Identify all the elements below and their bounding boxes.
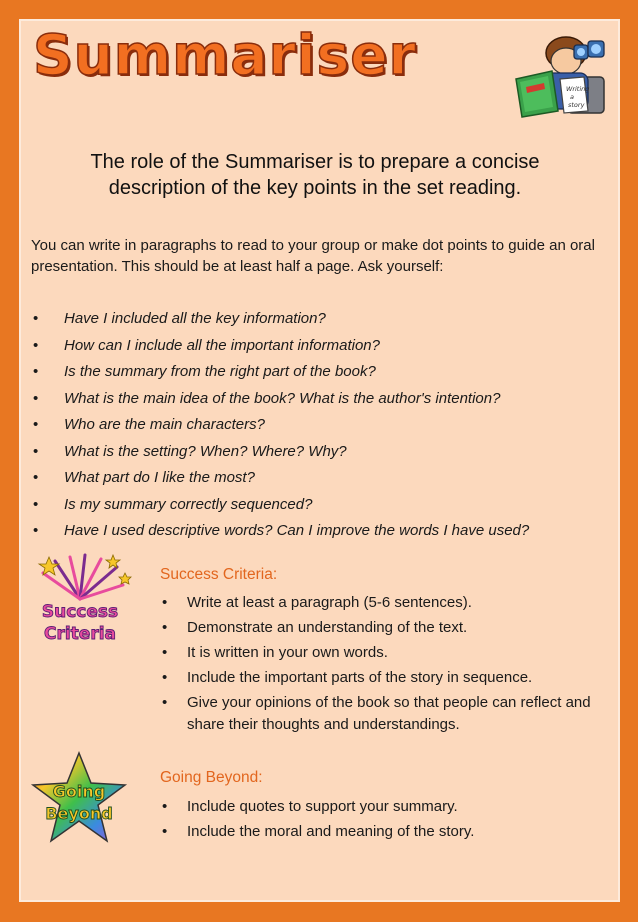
question-text: What is the setting? When? Where? Why? — [64, 442, 347, 460]
going-beyond-list — [160, 796, 620, 846]
list-item — [31, 439, 613, 466]
list-item — [160, 821, 620, 843]
badge-line-1: Going — [52, 782, 106, 801]
badge-line-1: Success — [41, 602, 119, 622]
badge-line-2: Beyond — [45, 804, 113, 823]
criteria-text: Demonstrate an understanding of the text. — [187, 619, 468, 636]
list-item — [31, 306, 613, 333]
intro-paragraph: You can write in paragraphs to read to your group or make dot points to guide an oral presentation. This should be at least half a page. Ask yourself: — [31, 237, 595, 275]
list-item — [31, 492, 613, 519]
question-text: Is the summary from the right part of the book? — [64, 363, 376, 380]
question-text: Who are the main characters? — [64, 416, 265, 433]
question-list — [31, 306, 613, 545]
beyond-text: Include the moral and meaning of the story. — [187, 823, 475, 840]
bullet: • — [162, 798, 168, 815]
list-item — [31, 465, 613, 492]
going-beyond-star-icon — [27, 749, 131, 849]
bullet: • — [162, 694, 168, 711]
bullet: • — [33, 469, 39, 486]
list-item — [160, 592, 620, 614]
success-criteria-fireworks-icon — [25, 551, 135, 651]
list-item — [160, 667, 620, 689]
question-text: How can I include all the important information? — [64, 336, 380, 354]
svg-text:a: a — [570, 93, 574, 101]
success-criteria-list — [160, 592, 620, 739]
bullet: • — [162, 644, 168, 661]
list-item — [31, 333, 613, 360]
bullet: • — [162, 619, 168, 636]
role-description — [45, 149, 585, 201]
page-title: Summariser — [33, 23, 417, 87]
list-item — [160, 617, 620, 639]
badge-line-2: Criteria — [43, 624, 117, 644]
question-text: Is my summary correctly sequenced? — [64, 495, 313, 513]
list-item — [160, 642, 620, 664]
role-line-2: description of the key points in the set reading. — [108, 177, 522, 199]
bullet: • — [162, 594, 168, 611]
list-item — [31, 518, 613, 545]
question-text: Have I used descriptive words? Can I improve the words I have used? — [64, 522, 530, 539]
list-item — [31, 359, 613, 386]
bullet: • — [33, 495, 39, 513]
boy-reading-book-illustration — [508, 27, 612, 119]
question-text: Have I included all the key information? — [64, 310, 326, 327]
role-line-1: The role of the Summariser is to prepare a concise — [90, 151, 540, 173]
svg-text:Writing: Writing — [566, 85, 590, 93]
bullet: • — [162, 669, 168, 686]
worksheet-card — [19, 19, 620, 902]
going-beyond-heading: Going Beyond: — [160, 769, 263, 786]
beyond-text: Include quotes to support your summary. — [187, 798, 458, 815]
list-item — [31, 412, 613, 439]
criteria-text: Include the important parts of the story in sequence. — [187, 669, 533, 686]
criteria-text: Give your opinions of the book so that people can reflect and share their thoughts and understandings. — [187, 694, 591, 733]
criteria-text: Write at least a paragraph (5-6 sentences). — [187, 594, 472, 611]
list-item — [160, 692, 607, 736]
question-text: What is the main idea of the book? What is the author's intention? — [64, 389, 501, 407]
list-item — [160, 796, 620, 818]
success-criteria-heading: Success Criteria: — [160, 566, 278, 583]
bullet: • — [33, 363, 39, 380]
bullet: • — [162, 823, 168, 840]
bullet: • — [33, 310, 39, 327]
bullet: • — [33, 416, 39, 433]
bullet: • — [33, 336, 39, 354]
list-item — [31, 386, 613, 413]
bullet: • — [33, 522, 39, 539]
question-text: What part do I like the most? — [64, 469, 255, 486]
bullet: • — [33, 389, 39, 407]
bullet: • — [33, 442, 39, 460]
svg-text:story: story — [568, 101, 585, 109]
criteria-text: It is written in your own words. — [187, 644, 388, 661]
